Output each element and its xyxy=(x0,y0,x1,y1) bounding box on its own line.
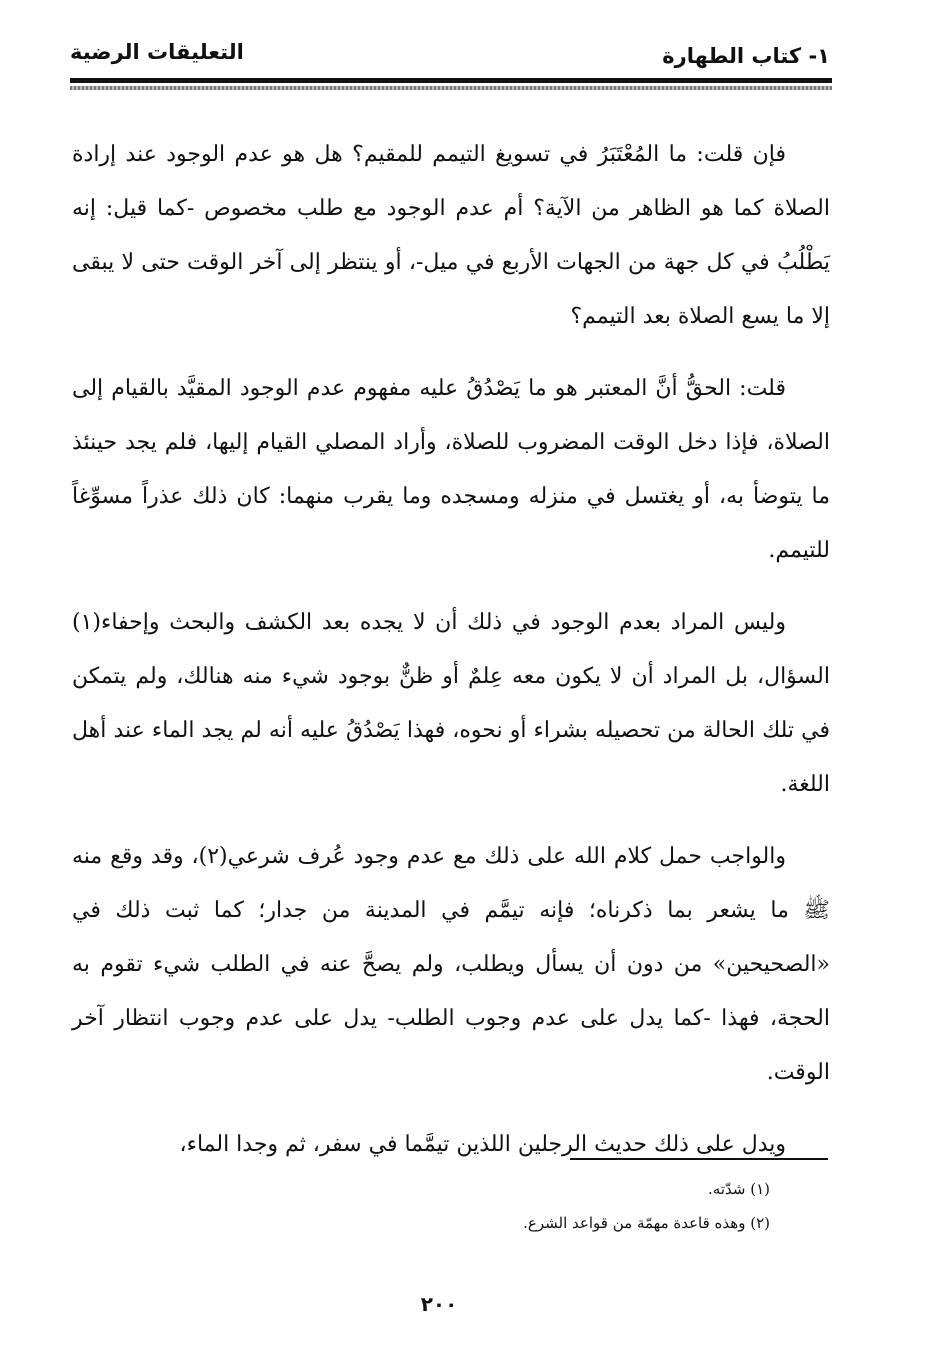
page-number: ٢٠٠ xyxy=(420,1292,458,1316)
header-rule xyxy=(70,78,832,83)
running-header xyxy=(70,36,830,78)
paragraph: والواجب حمل كلام الله على ذلك مع عدم وجود عُرف شرعي(٢)، وقد وقع منه ﷺ ما يشعر بما ذكرناه؛ فإنه تيمَّم في المدينة من جدار؛ كما ثبت ذلك في «الصحيحين» من دون أن يسأل ويطلب، ولم يصحَّ عنه في الطلب شيء تقوم به الحجة، فهذا -كما يدل على عدم وجوب الطلب- يدل على عدم وجوب انتظار آخر الوقت. xyxy=(72,844,830,1085)
paragraph: وليس المراد بعدم الوجود في ذلك أن لا يجده بعد الكشف والبحث وإحفاء(١) السؤال، بل المراد أن لا يكون معه عِلمٌ أو ظنٌّ بوجود شيء منه هنالك، ولم يتمكن في تلك الحالة من تحصيله بشراء أو نحوه، فهذا يَصْدُقُ عليه أنه لم يجد الماء عند أهل اللغة. xyxy=(72,610,830,797)
footnotes xyxy=(300,1172,770,1240)
footnote: (٢) وهذه قاعدة مهمّة من قواعد الشرع. xyxy=(523,1214,770,1232)
body-text xyxy=(72,128,830,1190)
paragraph: ويدل على ذلك حديث الرجلين اللذين تيمَّما في سفر، ثم وجدا الماء، xyxy=(179,1132,786,1157)
footnote-divider xyxy=(570,1158,828,1160)
paragraph: قلت: الحقُّ أنَّ المعتبر هو ما يَصْدُقُ عليه مفهوم عدم الوجود المقيَّد بالقيام إلى الصلاة، فإذا دخل الوقت المضروب للصلاة، وأراد المصلي القيام إليها، فلم يجد حينئذ ما يتوضأ به، أو يغتسل في منزله ومسجده وما يقرب منهما: كان ذلك عذراً مسوِّغاً للتيمم. xyxy=(72,376,830,563)
chapter-title: ١- كتاب الطهارة xyxy=(662,44,830,68)
paragraph: فإن قلت: ما المُعْتَبَرُ في تسويغ التيمم للمقيم؟ هل هو عدم الوجود عند إرادة الصلاة كما هو الظاهر من الآية؟ أم عدم الوجود مع طلب مخصوص -كما قيل: إنه يَطْلُبُ في كل جهة من الجهات الأربع في ميل-، أو ينتظر إلى آخر الوقت حتى لا يبقى إلا ما يسع الصلاة بعد التيمم؟ xyxy=(72,142,830,329)
footnote: (١) شدّته. xyxy=(708,1180,770,1198)
header-rule-hatched xyxy=(70,86,832,90)
book-title: التعليقات الرضية xyxy=(70,40,244,64)
